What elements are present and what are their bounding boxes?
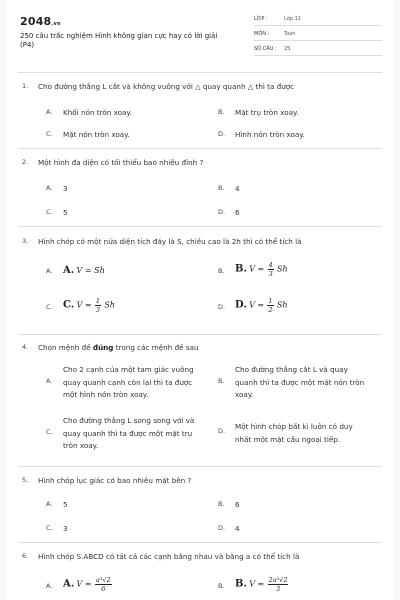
fraction-denominator: 2 (268, 306, 273, 314)
option-formula (235, 576, 289, 593)
option-letter: C. (46, 303, 53, 311)
option-letter: C. (46, 524, 53, 532)
formula-lhs: V = (249, 300, 265, 310)
meta-count-value: 25 (284, 46, 291, 52)
question-number: 6. (22, 552, 29, 560)
option-letter: C. (46, 130, 53, 138)
option-text: Một hình chóp bất kì luôn có duy nhất một mặt cầu ngoại tiếp. (235, 422, 353, 444)
fraction (268, 576, 289, 593)
meta-class-row (254, 13, 382, 26)
triangle-symbol: △ (247, 83, 254, 91)
option-text: Cho đường thẳng L song song với và quay quanh thì ta được một mặt trụ tròn xoay. (63, 416, 195, 450)
question-text-part: quay quanh (202, 82, 246, 91)
question-text (38, 343, 368, 352)
fraction-denominator: 3 (95, 306, 101, 314)
question-text (38, 82, 368, 91)
fraction (267, 297, 273, 314)
option-letter: B. (218, 582, 225, 590)
question-text-part: thì ta được (255, 82, 295, 91)
option-letter: C. (46, 428, 53, 436)
option-formula (63, 297, 115, 314)
option-text: Mặt nón tròn xoay. (63, 130, 130, 139)
question-number: 3. (22, 237, 29, 245)
fraction-numerator: 1 (95, 297, 101, 305)
question-number: 5. (22, 476, 29, 484)
divider (18, 72, 382, 73)
fraction-numerator: 4 (268, 261, 273, 269)
option-letter: A. (46, 582, 53, 590)
option-letter: B. (218, 377, 225, 385)
divider (18, 148, 382, 149)
option-text: 6 (235, 500, 240, 509)
formula-lhs: V = (249, 264, 265, 274)
option-text: Cho đường thẳng cắt L và quay quanh thì ta được một mặt nón tròn xoay. (235, 365, 365, 399)
meta-count-key: SỐ CÂU : (254, 46, 277, 52)
formula-rhs: Sh (277, 264, 288, 274)
question-text-part: Cho đường thẳng L cắt và không vuông với (38, 82, 193, 91)
option-letter: B. (218, 500, 225, 508)
option-formula (63, 576, 113, 593)
formula-rhs: Sh (276, 300, 288, 310)
option-letter: C. (46, 208, 53, 216)
option-text: Khối nón tròn xoay. (63, 108, 132, 117)
option-label: D. (235, 299, 247, 311)
formula-rhs: Sh (104, 300, 115, 310)
fraction (95, 297, 101, 314)
meta-class-value: Lớp 11 (284, 16, 301, 22)
option-text: Hình nón tròn xoay. (235, 130, 305, 139)
fraction-numerator: 2a³√2 (268, 576, 288, 584)
question-number: 2. (22, 158, 29, 166)
page-title: 250 câu trắc nghiệm Hình không gian cực hay có lời giải (P4) (20, 32, 218, 49)
option-formula (63, 265, 105, 276)
option-letter: B. (218, 267, 225, 275)
question-text: Hình chóp lục giác có bao nhiêu mặt bên ? (38, 476, 192, 485)
divider (18, 334, 382, 335)
option-letter: A. (46, 377, 53, 385)
fraction-denominator: 3 (268, 270, 273, 278)
site-logo[interactable] (20, 15, 61, 28)
option-letter: D. (218, 130, 226, 138)
option-label: A. (63, 265, 75, 276)
option-letter: D. (218, 524, 226, 532)
logo-domain: .vn (51, 21, 61, 27)
document-header (6, 0, 394, 68)
meta-subject-key: MÔN : (254, 31, 270, 37)
option-text: Cho 2 cạnh của một tam giác vuông quay quanh cạnh còn lại thì ta được một hình nón tròn xoay. (63, 365, 194, 399)
question-text: Một hình đa diện có tối thiểu bao nhiêu đỉnh ? (38, 158, 204, 167)
question-number: 1. (22, 82, 29, 90)
document-page (6, 0, 394, 600)
fraction-denominator: 6 (101, 585, 106, 593)
option-text: 5 (63, 500, 68, 509)
option-text: 3 (63, 524, 68, 533)
fraction (95, 576, 112, 593)
divider (18, 542, 382, 543)
meta-count-row (254, 43, 382, 56)
option-label: C. (63, 299, 75, 311)
option-letter: B. (218, 108, 225, 116)
question-text: Hình chóp có một nửa diện tích đáy là S, chiều cao là 2h thì có thể tích là (38, 237, 302, 246)
meta-subject-row (254, 28, 382, 41)
question-number: 4. (22, 343, 29, 351)
option-formula (235, 297, 288, 314)
fraction-denominator: 3 (275, 585, 281, 593)
option-letter: B. (218, 184, 225, 192)
fraction (268, 261, 274, 278)
option-letter: D. (218, 427, 226, 435)
meta-class-key: LỚP : (254, 16, 268, 22)
option-label: B. (235, 263, 247, 275)
option-letter: D. (218, 208, 226, 216)
formula-lhs: V = (249, 579, 265, 589)
option-label: B. (235, 578, 247, 590)
triangle-symbol: △ (195, 83, 201, 91)
option-text: 4 (235, 184, 240, 193)
fraction-numerator: 1 (268, 297, 273, 305)
option-text: 4 (235, 524, 240, 533)
formula-lhs: V = (76, 579, 92, 589)
formula-text: V = Sh (76, 266, 105, 275)
option-text: Mặt trụ tròn xoay. (235, 108, 299, 117)
option-letter: A. (46, 184, 53, 192)
question-text: Hình chóp S.ABCD có tất cả các cạnh bằng nhau và bằng a có thể tích là (38, 552, 300, 561)
logo-text: 2048 (20, 15, 52, 28)
option-letter: A. (46, 108, 53, 116)
option-text: 6 (235, 208, 240, 217)
option-text: 5 (63, 208, 68, 217)
divider (18, 226, 382, 227)
meta-subject-value: Toán (284, 31, 296, 37)
option-label: A. (63, 578, 75, 590)
formula-lhs: V = (76, 300, 92, 310)
question-text-part: Chọn mệnh đề (38, 343, 91, 352)
option-formula (235, 261, 288, 278)
option-letter: A. (46, 267, 53, 275)
question-text-emphasis: đúng (92, 343, 114, 352)
divider (18, 466, 382, 467)
option-letter: D. (218, 303, 226, 311)
option-text: 3 (63, 184, 68, 193)
option-letter: A. (46, 500, 53, 508)
fraction-numerator: a³√2 (95, 576, 111, 584)
question-text-part: trong các mệnh đề sau (115, 343, 199, 352)
